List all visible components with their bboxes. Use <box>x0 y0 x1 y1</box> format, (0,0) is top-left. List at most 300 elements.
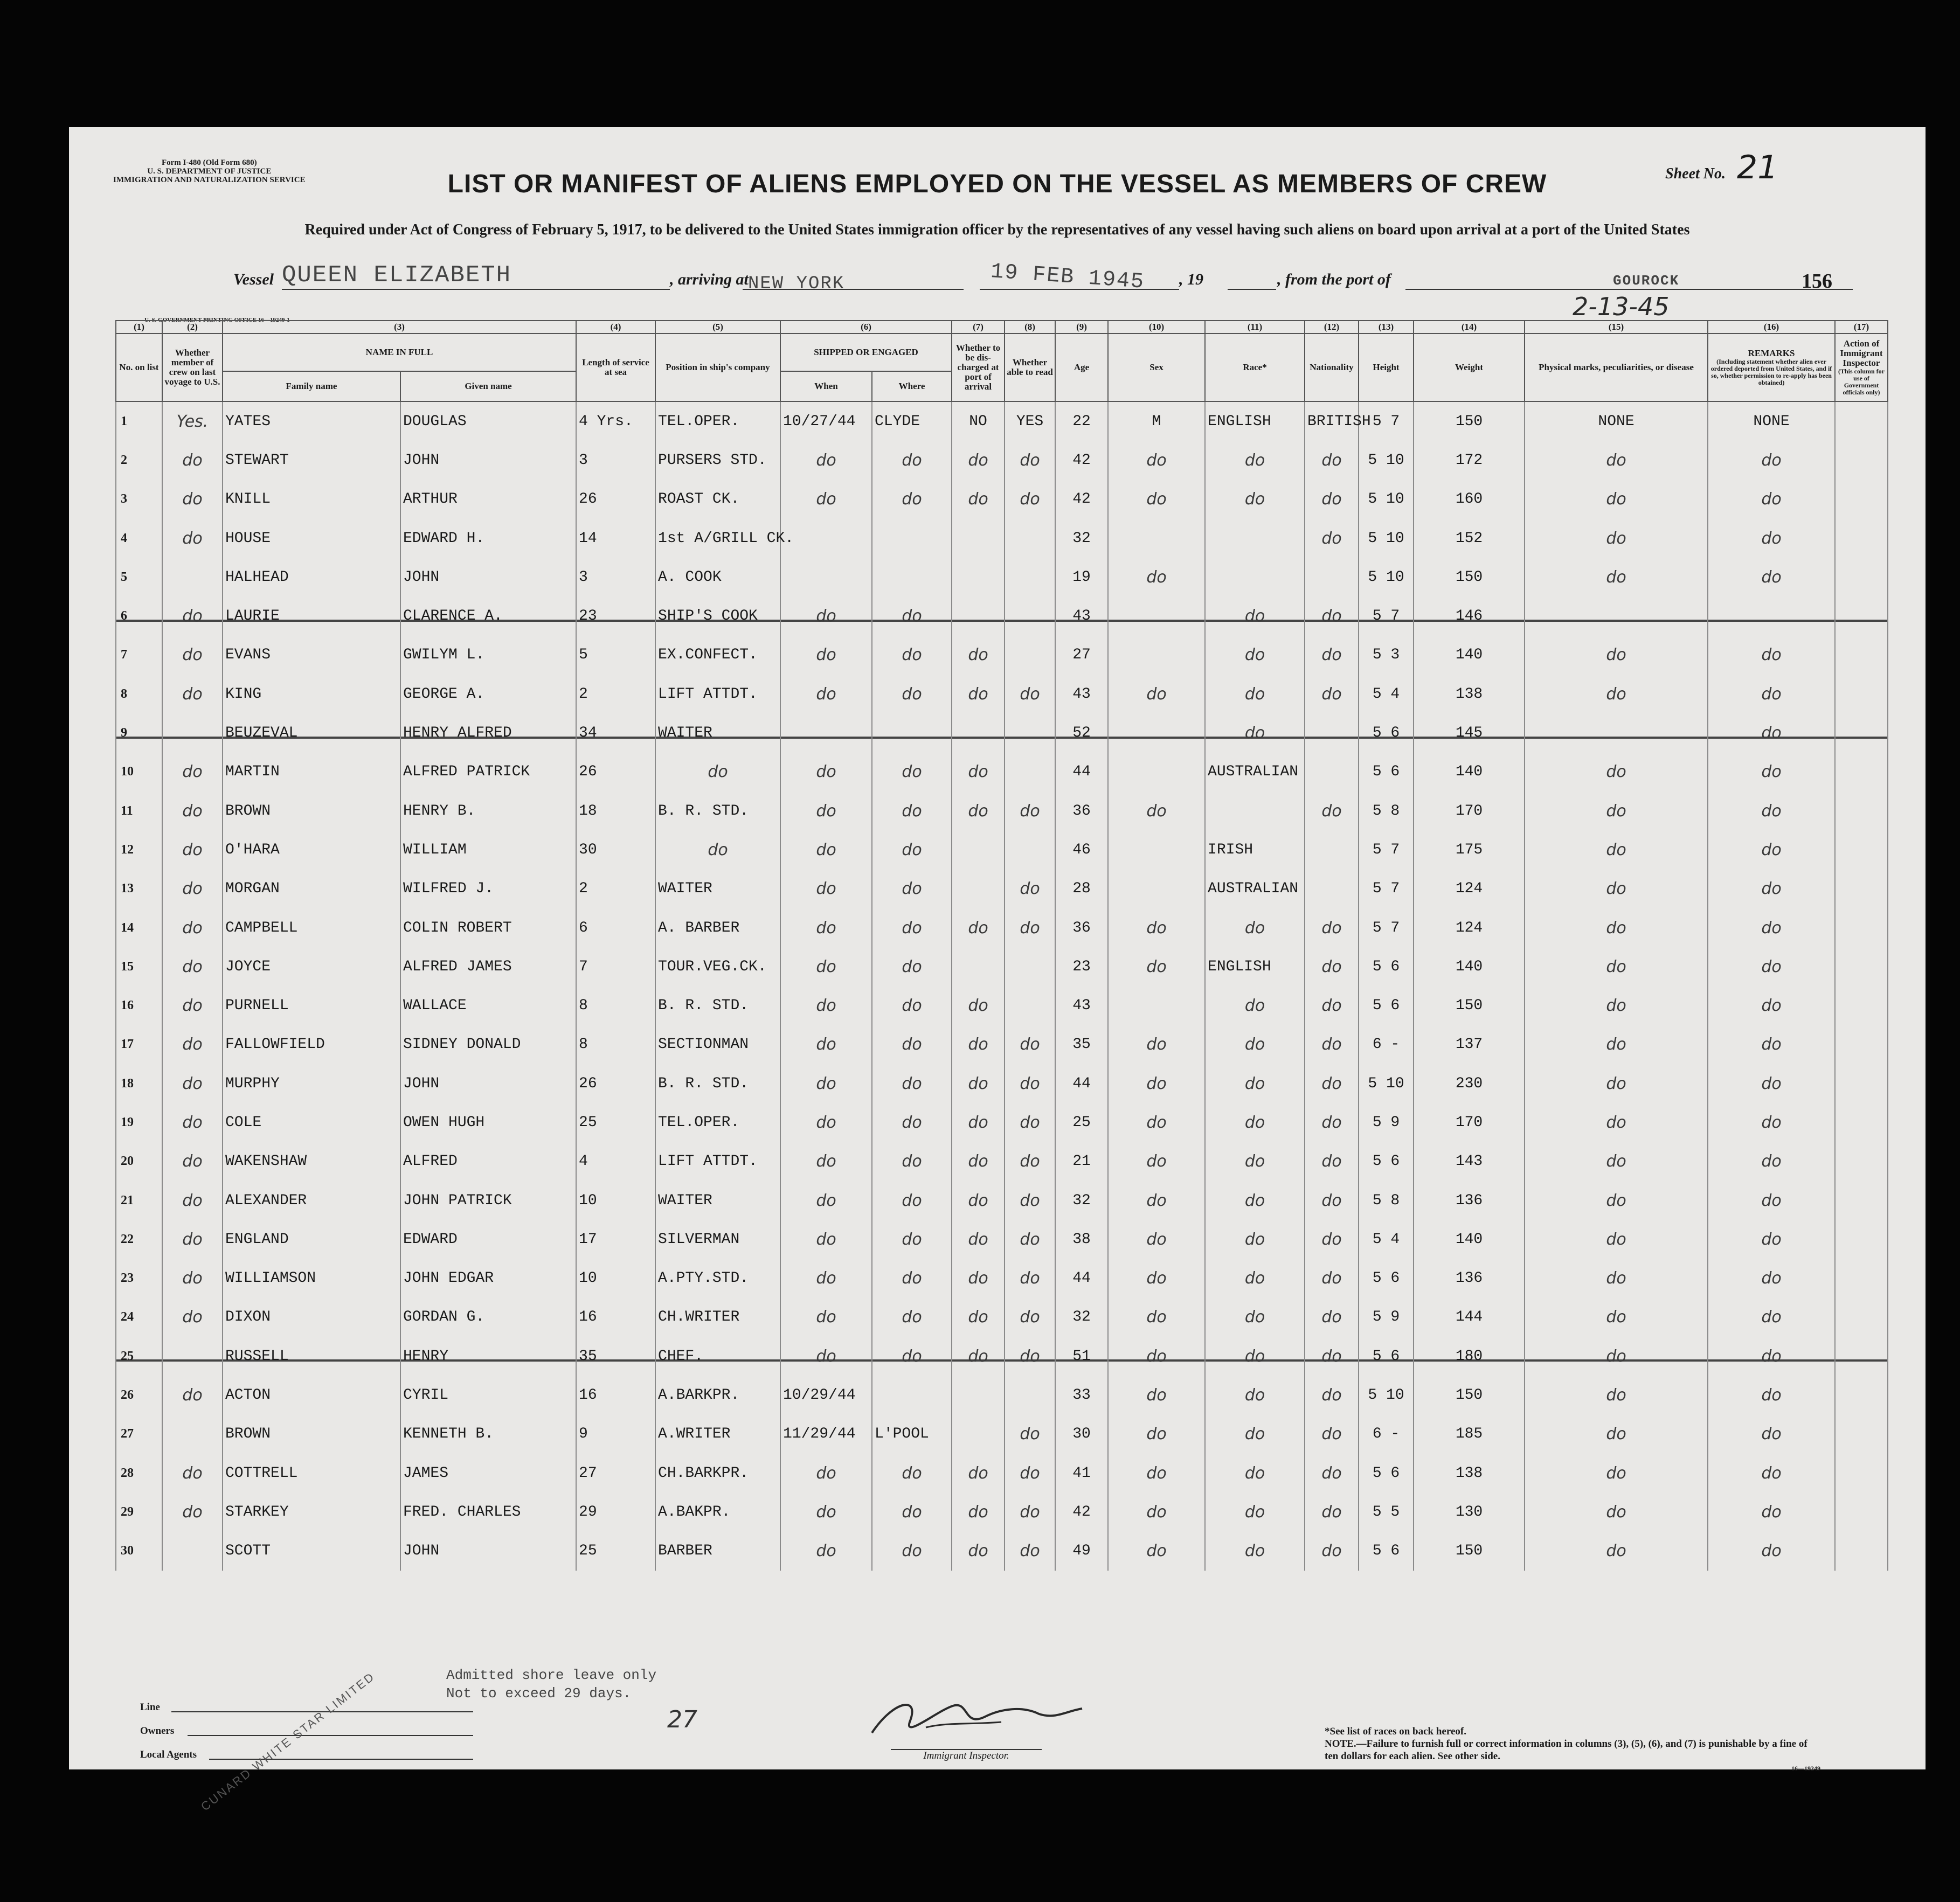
cell-nat: do <box>1305 596 1359 635</box>
cell-given: HENRY <box>400 1337 576 1376</box>
cell-nat: do <box>1305 1025 1359 1064</box>
table-row <box>116 1181 1888 1220</box>
cell-family: DIXON <box>223 1298 400 1337</box>
cell-remarks: do <box>1708 1064 1835 1103</box>
cell-remarks: do <box>1708 1376 1835 1414</box>
cell-physical: do <box>1525 1376 1708 1414</box>
cell-family: ALEXANDER <box>223 1181 400 1220</box>
cell-position: EX.CONFECT. <box>655 636 780 675</box>
cell-where: do <box>872 1103 952 1142</box>
cell-prev: do <box>162 480 223 519</box>
cell-sex: do <box>1108 441 1205 480</box>
cell-physical: do <box>1525 1493 1708 1531</box>
line-label: Line <box>140 1702 160 1713</box>
cell-given: OWEN HUGH <box>400 1103 576 1142</box>
cell-prev: do <box>162 1376 223 1414</box>
cell-position: A.BAKPR. <box>655 1493 780 1531</box>
year-label: , 19 <box>1179 270 1203 288</box>
cell-prev: do <box>162 870 223 908</box>
cell-prev: do <box>162 675 223 713</box>
cell-where: do <box>872 1181 952 1220</box>
cell-physical: do <box>1525 1337 1708 1376</box>
cell-family: BROWN <box>223 1415 400 1454</box>
cell-sex: do <box>1108 947 1205 986</box>
table-row <box>116 753 1888 792</box>
cell-read: do <box>1005 1532 1055 1571</box>
cell-position: A. COOK <box>655 558 780 596</box>
cell-nat: do <box>1305 636 1359 675</box>
table-row <box>116 830 1888 869</box>
cell-weight: 136 <box>1414 1259 1525 1298</box>
cell-disch: do <box>952 1259 1005 1298</box>
cell-no: 8 <box>116 675 162 713</box>
cell-position: A.PTY.STD. <box>655 1259 780 1298</box>
cell-read: do <box>1005 1259 1055 1298</box>
cell-age: 32 <box>1055 1298 1108 1337</box>
cell-physical: do <box>1525 870 1708 908</box>
cell-position: 1st A/GRILL CK. <box>655 519 780 558</box>
cell-no: 19 <box>116 1103 162 1142</box>
cell-weight: 160 <box>1414 480 1525 519</box>
cell-prev: do <box>162 830 223 869</box>
cell-weight: 175 <box>1414 830 1525 869</box>
cell-position: ROAST CK. <box>655 480 780 519</box>
cell-family: CAMPBELL <box>223 908 400 947</box>
cell-remarks: do <box>1708 1220 1835 1259</box>
col-height: Height <box>1359 334 1414 401</box>
cell-family: STEWART <box>223 441 400 480</box>
cell-inspector-action <box>1835 1415 1888 1454</box>
cell-given: ALFRED PATRICK <box>400 753 576 792</box>
cell-race: ENGLISH <box>1205 947 1305 986</box>
cell-sex: do <box>1108 792 1205 830</box>
cell-read: do <box>1005 675 1055 713</box>
cell-nat: do <box>1305 1493 1359 1531</box>
cell-height: 5 10 <box>1359 1064 1414 1103</box>
cell-no: 15 <box>116 947 162 986</box>
cell-read: do <box>1005 1181 1055 1220</box>
cell-weight: 144 <box>1414 1298 1525 1337</box>
cell-nat: do <box>1305 675 1359 713</box>
cell-physical: do <box>1525 947 1708 986</box>
cell-height: 6 - <box>1359 1025 1414 1064</box>
col-name-in-full: NAME IN FULL <box>223 334 576 371</box>
cell-age: 52 <box>1055 713 1108 752</box>
cell-physical: do <box>1525 519 1708 558</box>
cell-read: do <box>1005 1025 1055 1064</box>
cell-sex: do <box>1108 1415 1205 1454</box>
cell-age: 42 <box>1055 1493 1108 1531</box>
cell-position: LIFT ATTDT. <box>655 1142 780 1181</box>
cell-remarks: do <box>1708 908 1835 947</box>
cell-remarks: do <box>1708 519 1835 558</box>
manifest-sheet <box>69 127 1926 1814</box>
cell-given: ARTHUR <box>400 480 576 519</box>
cell-prev: Yes. <box>162 401 223 441</box>
cell-where: do <box>872 1142 952 1181</box>
cell-inspector-action <box>1835 1337 1888 1376</box>
table-row <box>116 636 1888 675</box>
table-row <box>116 401 1888 441</box>
cell-inspector-action <box>1835 870 1888 908</box>
cell-age: 46 <box>1055 830 1108 869</box>
cell-nat: do <box>1305 1220 1359 1259</box>
cell-physical: do <box>1525 986 1708 1025</box>
cell-sex <box>1108 986 1205 1025</box>
cell-service: 17 <box>576 1220 655 1259</box>
cell-read: do <box>1005 1337 1055 1376</box>
cell-family: HALHEAD <box>223 558 400 596</box>
cell-given: WILFRED J. <box>400 870 576 908</box>
cell-service: 2 <box>576 675 655 713</box>
cell-disch: do <box>952 1493 1005 1531</box>
cell-service: 16 <box>576 1376 655 1414</box>
cell-inspector-action <box>1835 401 1888 441</box>
cell-no: 1 <box>116 401 162 441</box>
cell-height: 5 10 <box>1359 558 1414 596</box>
col-weight: Weight <box>1414 334 1525 401</box>
cell-height: 5 6 <box>1359 947 1414 986</box>
cell-service: 8 <box>576 986 655 1025</box>
cell-prev: do <box>162 1064 223 1103</box>
cell-race: do <box>1205 636 1305 675</box>
cell-physical: do <box>1525 675 1708 713</box>
cell-when: do <box>780 1532 872 1571</box>
cell-family: EVANS <box>223 636 400 675</box>
col-sex: Sex <box>1108 334 1205 401</box>
cell-position: WAITER <box>655 870 780 908</box>
cell-when: do <box>780 1259 872 1298</box>
cell-remarks: do <box>1708 870 1835 908</box>
cell-disch: do <box>952 480 1005 519</box>
cell-given: GWILYM L. <box>400 636 576 675</box>
cell-age: 43 <box>1055 675 1108 713</box>
cell-when: do <box>780 1298 872 1337</box>
cell-sex: do <box>1108 1142 1205 1181</box>
cell-prev: do <box>162 947 223 986</box>
cell-service: 26 <box>576 1064 655 1103</box>
cell-weight: 146 <box>1414 596 1525 635</box>
cell-given: ALFRED JAMES <box>400 947 576 986</box>
cell-where: do <box>872 1532 952 1571</box>
cell-given: GEORGE A. <box>400 675 576 713</box>
cell-physical: do <box>1525 753 1708 792</box>
cell-weight: 185 <box>1414 1415 1525 1454</box>
cell-given: JOHN <box>400 441 576 480</box>
cell-prev: do <box>162 596 223 635</box>
cell-height: 5 10 <box>1359 1376 1414 1414</box>
col-no-on-list: No. on list <box>116 334 162 401</box>
cell-read: YES <box>1005 401 1055 441</box>
cell-inspector-action <box>1835 1376 1888 1414</box>
cell-race: do <box>1205 480 1305 519</box>
cell-no: 18 <box>116 1064 162 1103</box>
cell-service: 14 <box>576 519 655 558</box>
crew-rows <box>116 401 1888 1571</box>
cell-prev: do <box>162 636 223 675</box>
cell-weight: 140 <box>1414 947 1525 986</box>
cell-remarks: do <box>1708 1454 1835 1493</box>
cell-remarks: do <box>1708 830 1835 869</box>
cell-nat: do <box>1305 986 1359 1025</box>
cell-race <box>1205 519 1305 558</box>
cell-weight: 143 <box>1414 1142 1525 1181</box>
cell-height: 5 9 <box>1359 1103 1414 1142</box>
col-length-service: Length of service at sea <box>576 334 655 401</box>
handwritten-count: 27 <box>667 1706 697 1733</box>
cell-when: do <box>780 1064 872 1103</box>
cell-weight: 124 <box>1414 908 1525 947</box>
cell-physical <box>1525 596 1708 635</box>
cell-no: 26 <box>116 1376 162 1414</box>
cell-weight: 172 <box>1414 441 1525 480</box>
cell-height: 5 6 <box>1359 753 1414 792</box>
cell-physical: do <box>1525 1064 1708 1103</box>
cell-height: 5 8 <box>1359 792 1414 830</box>
cell-remarks: do <box>1708 753 1835 792</box>
cell-family: YATES <box>223 401 400 441</box>
cell-age: 38 <box>1055 1220 1108 1259</box>
cell-height: 5 6 <box>1359 1142 1414 1181</box>
col-age: Age <box>1055 334 1108 401</box>
cell-sex: do <box>1108 1220 1205 1259</box>
cell-no: 27 <box>116 1415 162 1454</box>
cell-prev: do <box>162 1298 223 1337</box>
cell-race: do <box>1205 1376 1305 1414</box>
owners-label: Owners <box>140 1725 175 1737</box>
cell-family: ACTON <box>223 1376 400 1414</box>
cell-race: AUSTRALIAN <box>1205 870 1305 908</box>
cell-height: 5 6 <box>1359 1454 1414 1493</box>
cell-where: do <box>872 792 952 830</box>
cell-nat: do <box>1305 441 1359 480</box>
cell-race: do <box>1205 1064 1305 1103</box>
cell-race: do <box>1205 1181 1305 1220</box>
shore-leave-stamp-line1: Admitted shore leave only <box>446 1667 657 1683</box>
cell-race: do <box>1205 713 1305 752</box>
cell-disch: do <box>952 1454 1005 1493</box>
cell-position: TEL.OPER. <box>655 1103 780 1142</box>
cell-race: do <box>1205 675 1305 713</box>
col-nationality: Nationality <box>1305 334 1359 401</box>
cell-height: 5 4 <box>1359 1220 1414 1259</box>
cell-nat: do <box>1305 480 1359 519</box>
cell-inspector-action <box>1835 1025 1888 1064</box>
col-where: Where <box>872 371 952 401</box>
cell-sex: do <box>1108 908 1205 947</box>
cell-when: do <box>780 870 872 908</box>
cell-inspector-action <box>1835 947 1888 986</box>
cell-sex: do <box>1108 1532 1205 1571</box>
cell-service: 26 <box>576 753 655 792</box>
cell-where: do <box>872 1025 952 1064</box>
cell-when: 11/29/44 <box>780 1415 872 1454</box>
cell-family: WAKENSHAW <box>223 1142 400 1181</box>
col-able-to-read: Whether able to read <box>1005 334 1055 401</box>
cell-disch <box>952 1376 1005 1414</box>
cell-inspector-action <box>1835 1532 1888 1571</box>
cell-no: 29 <box>116 1493 162 1531</box>
cell-family: PURNELL <box>223 986 400 1025</box>
cell-remarks: do <box>1708 1415 1835 1454</box>
cell-position: CH.BARKPR. <box>655 1454 780 1493</box>
cell-disch: do <box>952 1532 1005 1571</box>
cell-sex: do <box>1108 1454 1205 1493</box>
cell-prev: do <box>162 1220 223 1259</box>
cell-position: CHEF. <box>655 1337 780 1376</box>
cell-family: JOYCE <box>223 947 400 986</box>
cell-sex: M <box>1108 401 1205 441</box>
cell-physical: do <box>1525 558 1708 596</box>
cell-age: 43 <box>1055 596 1108 635</box>
cell-disch: do <box>952 675 1005 713</box>
cell-height: 5 4 <box>1359 675 1414 713</box>
cell-no: 4 <box>116 519 162 558</box>
cell-nat: do <box>1305 1454 1359 1493</box>
cell-race: do <box>1205 1493 1305 1531</box>
page-subtitle: Required under Act of Congress of February 5, 1917, to be delivered to the United States immigration officer by the representatives of any vessel having such aliens on board upon arrival at a port of the United States <box>304 221 1690 238</box>
cell-race: do <box>1205 1142 1305 1181</box>
cell-given: HENRY ALFRED <box>400 713 576 752</box>
cell-age: 32 <box>1055 519 1108 558</box>
cell-weight: 150 <box>1414 1532 1525 1571</box>
cell-service: 34 <box>576 713 655 752</box>
cell-position: B. R. STD. <box>655 792 780 830</box>
cell-weight: 230 <box>1414 1064 1525 1103</box>
cell-prev <box>162 1532 223 1571</box>
cell-sex <box>1108 753 1205 792</box>
cell-inspector-action <box>1835 1220 1888 1259</box>
cell-when: do <box>780 1337 872 1376</box>
cell-age: 30 <box>1055 1415 1108 1454</box>
cell-physical: do <box>1525 1532 1708 1571</box>
col-position: Position in ship's company <box>655 334 780 401</box>
cell-inspector-action <box>1835 1259 1888 1298</box>
cell-position: CH.WRITER <box>655 1298 780 1337</box>
table-row <box>116 1454 1888 1493</box>
cell-prev: do <box>162 519 223 558</box>
cell-inspector-action <box>1835 986 1888 1025</box>
cell-family: RUSSELL <box>223 1337 400 1376</box>
cell-read: do <box>1005 1064 1055 1103</box>
cell-weight: 180 <box>1414 1337 1525 1376</box>
cell-nat: do <box>1305 1103 1359 1142</box>
cell-disch: do <box>952 1220 1005 1259</box>
cell-physical: do <box>1525 480 1708 519</box>
cell-race <box>1205 792 1305 830</box>
cell-position: BARBER <box>655 1532 780 1571</box>
cell-service: 10 <box>576 1181 655 1220</box>
cell-given: JOHN <box>400 1532 576 1571</box>
cell-prev: do <box>162 986 223 1025</box>
cell-age: 42 <box>1055 480 1108 519</box>
cell-physical: do <box>1525 792 1708 830</box>
page-number: 156 <box>1802 270 1832 293</box>
col-discharged: Whether to be dis-charged at port of arrival <box>952 334 1005 401</box>
cell-position: TEL.OPER. <box>655 401 780 441</box>
cell-prev <box>162 1415 223 1454</box>
cell-family: KING <box>223 675 400 713</box>
cell-when: do <box>780 1493 872 1531</box>
cell-height: 5 7 <box>1359 830 1414 869</box>
cell-disch <box>952 1415 1005 1454</box>
cell-nat: do <box>1305 1142 1359 1181</box>
cell-when: do <box>780 1454 872 1493</box>
cell-disch: do <box>952 908 1005 947</box>
cell-height: 5 6 <box>1359 713 1414 752</box>
table-row <box>116 1025 1888 1064</box>
cell-height: 5 6 <box>1359 1337 1414 1376</box>
cell-height: 5 10 <box>1359 480 1414 519</box>
cell-service: 5 <box>576 636 655 675</box>
cell-remarks: do <box>1708 1298 1835 1337</box>
cell-disch <box>952 713 1005 752</box>
cell-prev: do <box>162 792 223 830</box>
cell-where: do <box>872 1337 952 1376</box>
cell-nat <box>1305 870 1359 908</box>
cell-where: do <box>872 441 952 480</box>
cell-disch: do <box>952 1337 1005 1376</box>
cell-read <box>1005 947 1055 986</box>
cell-disch <box>952 870 1005 908</box>
cell-remarks: do <box>1708 441 1835 480</box>
cell-remarks: do <box>1708 1259 1835 1298</box>
cell-inspector-action <box>1835 596 1888 635</box>
service-name: IMMIGRATION AND NATURALIZATION SERVICE <box>113 176 306 184</box>
cell-given: KENNETH B. <box>400 1415 576 1454</box>
cell-no: 7 <box>116 636 162 675</box>
cell-height: 5 3 <box>1359 636 1414 675</box>
table-row <box>116 558 1888 596</box>
cell-when: do <box>780 1103 872 1142</box>
cell-disch: do <box>952 753 1005 792</box>
cell-when: do <box>780 596 872 635</box>
cell-race: IRISH <box>1205 830 1305 869</box>
cell-no: 11 <box>116 792 162 830</box>
cell-position: B. R. STD. <box>655 1064 780 1103</box>
cell-sex: do <box>1108 558 1205 596</box>
cell-remarks: do <box>1708 1142 1835 1181</box>
cell-age: 25 <box>1055 1103 1108 1142</box>
cell-where: do <box>872 870 952 908</box>
cell-family: COLE <box>223 1103 400 1142</box>
cell-no: 30 <box>116 1532 162 1571</box>
cell-family: FALLOWFIELD <box>223 1025 400 1064</box>
cell-when <box>780 713 872 752</box>
cell-given: JOHN <box>400 1064 576 1103</box>
cell-height: 5 5 <box>1359 1493 1414 1531</box>
cell-where: do <box>872 596 952 635</box>
cell-no: 14 <box>116 908 162 947</box>
table-row <box>116 1298 1888 1337</box>
cell-nat <box>1305 753 1359 792</box>
cell-when: do <box>780 830 872 869</box>
cell-where: do <box>872 986 952 1025</box>
cell-when: do <box>780 1181 872 1220</box>
cell-race: do <box>1205 596 1305 635</box>
cell-where: do <box>872 1220 952 1259</box>
cell-sex: do <box>1108 1337 1205 1376</box>
cell-nat: do <box>1305 1532 1359 1571</box>
cell-position: SHIP'S COOK <box>655 596 780 635</box>
cell-weight: 130 <box>1414 1493 1525 1531</box>
cell-when: do <box>780 908 872 947</box>
cell-physical: do <box>1525 1454 1708 1493</box>
table-row <box>116 713 1888 752</box>
company-stamp: CUNARD WHITE STAR LIMITED <box>198 1669 378 1814</box>
cell-position: PURSERS STD. <box>655 441 780 480</box>
cell-weight: 145 <box>1414 713 1525 752</box>
